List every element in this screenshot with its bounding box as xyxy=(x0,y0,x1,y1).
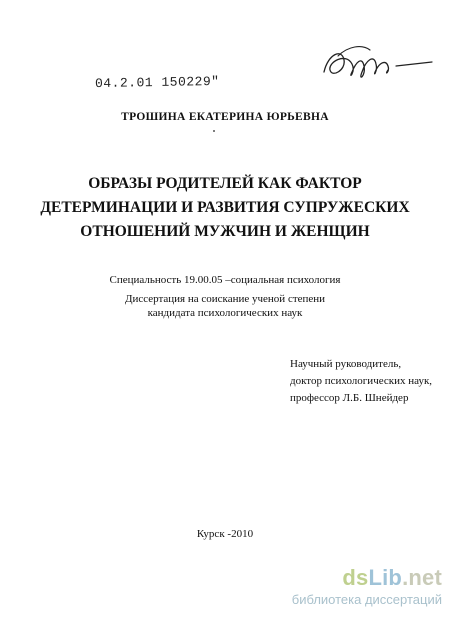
degree-line: кандидата психологических наук xyxy=(147,307,303,319)
watermark-logo-lib: Lib xyxy=(368,565,403,590)
title-line: ОТНОШЕНИЙ МУЖЧИН И ЖЕНЩИН xyxy=(80,223,370,240)
archive-stamp: 04.2.01 150229" xyxy=(94,73,220,92)
watermark-logo-ds: ds xyxy=(342,565,369,590)
degree-statement xyxy=(0,292,450,320)
city-year: Курск -2010 xyxy=(196,528,254,540)
supervisor-line: доктор психологических наук, xyxy=(290,375,433,387)
title-line: ОБРАЗЫ РОДИТЕЛЕЙ КАК ФАКТОР xyxy=(88,175,362,192)
supervisor-line: профессор Л.Б. Шнейдер xyxy=(290,392,409,404)
specialty: Специальность 19.00.05 –социальная психология xyxy=(109,274,341,286)
watermark-logo xyxy=(342,565,442,591)
handwritten-signature xyxy=(318,42,438,90)
supervisor-block xyxy=(290,356,432,407)
dissertation-title xyxy=(0,172,450,244)
dslib-watermark xyxy=(278,565,448,613)
author-name: ТРОШИНА ЕКАТЕРИНА ЮРЬЕВНА xyxy=(121,111,329,123)
title-line: ДЕТЕРМИНАЦИИ И РАЗВИТИЯ СУПРУЖЕСКИХ xyxy=(40,199,410,216)
watermark-logo-net: .net xyxy=(402,565,442,590)
speck xyxy=(213,130,215,132)
degree-line: Диссертация на соискание ученой степени xyxy=(124,293,326,305)
watermark-subtitle: библиотека диссертаций xyxy=(291,592,442,607)
supervisor-line: Научный руководитель, xyxy=(290,358,402,370)
